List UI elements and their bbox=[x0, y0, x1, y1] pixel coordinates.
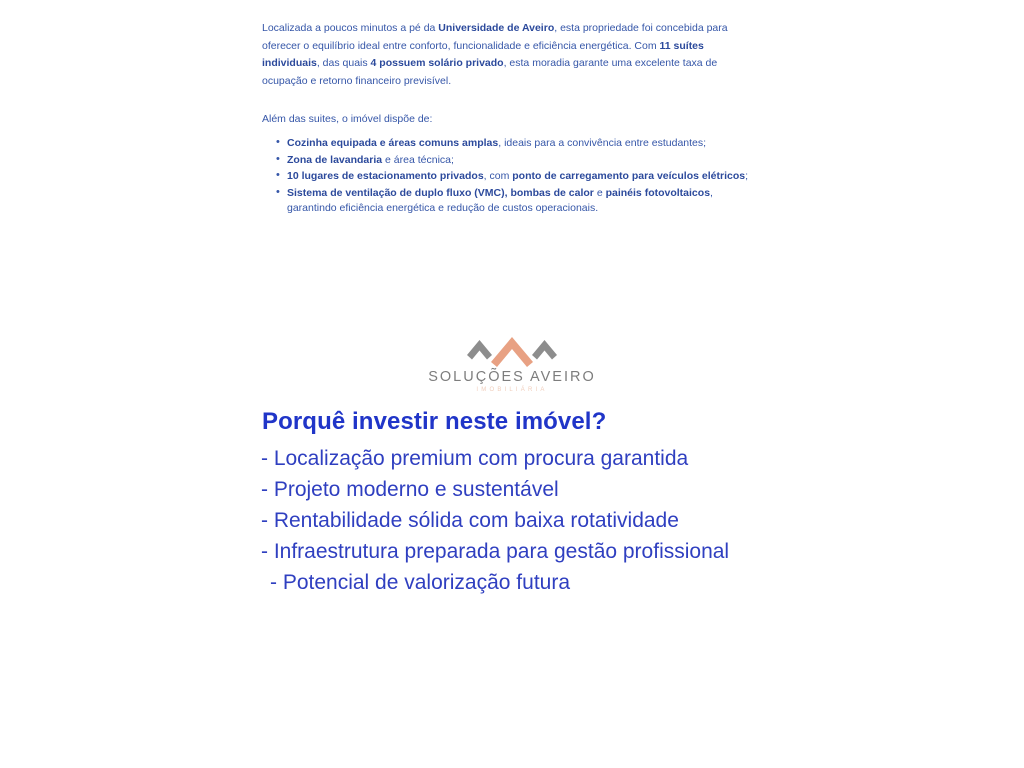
description-paragraph bbox=[262, 20, 750, 90]
feature-2-segment-3: ; bbox=[745, 170, 748, 182]
feature-3-segment-1: e bbox=[593, 186, 606, 199]
benefit-line: - Rentabilidade sólida com baixa rotatividade bbox=[261, 509, 679, 532]
benefit-line: - Projeto moderno e sustentável bbox=[261, 478, 559, 501]
description-segment-0: Localizada a poucos minutos a pé da bbox=[262, 22, 439, 34]
feature-list-item bbox=[287, 153, 750, 169]
logo-company-name: SOLUÇÕES AVEIRO bbox=[428, 369, 596, 385]
benefit-line: - Infraestrutura preparada para gestão profissional bbox=[261, 540, 730, 563]
description-segment-6: , esta moradia garante uma excelente taxa de ocupação e retorno financeiro previsível. bbox=[262, 57, 718, 87]
feature-0-segment-0: Cozinha equipada e áreas comuns amplas bbox=[287, 137, 499, 149]
logo-center-chevron-icon bbox=[491, 337, 533, 367]
logo-left-chevron-icon bbox=[467, 340, 492, 360]
feature-2-segment-2: ponto de carregamento para veículos elétricos bbox=[512, 170, 746, 182]
why-invest-heading: Porquê investir neste imóvel? bbox=[262, 408, 607, 435]
benefit-line: - Localização premium com procura garantida bbox=[261, 447, 689, 470]
feature-list-item bbox=[287, 186, 750, 217]
why-invest-benefit-list bbox=[261, 443, 821, 598]
feature-2-segment-0: 10 lugares de estacionamento privados bbox=[287, 170, 484, 182]
description-segment-5: 4 possuem solário privado bbox=[370, 57, 504, 69]
feature-3-segment-0: Sistema de ventilação de duplo fluxo (VMC), bombas de calor bbox=[287, 186, 594, 199]
description-segment-3: 11 suítes individuais bbox=[262, 39, 704, 69]
feature-1-segment-0: Zona de lavandaria bbox=[287, 153, 383, 166]
description-segment-1: Universidade de Aveiro bbox=[438, 22, 555, 34]
features-intro-line: Além das suites, o imóvel dispõe de: bbox=[262, 113, 433, 125]
description-segment-4: , das quais bbox=[316, 57, 371, 69]
feature-2-segment-1: , com bbox=[483, 170, 513, 182]
company-logo bbox=[0, 333, 1024, 393]
description-segment-2: , esta propriedade foi concebida para oferecer o equilíbrio ideal entre conforto, funcionalidade e eficiência energética. Com bbox=[262, 22, 728, 52]
benefit-line: - Potencial de valorização futura bbox=[270, 571, 570, 594]
feature-3-segment-2: painéis fotovoltaicos bbox=[605, 186, 711, 199]
logo-chevron-icon bbox=[465, 333, 559, 367]
logo-company-subtitle: IMOBILIÁRIA bbox=[476, 387, 548, 393]
property-description-block bbox=[262, 20, 750, 218]
property-feature-list bbox=[262, 136, 750, 217]
logo-right-chevron-icon bbox=[532, 340, 557, 360]
feature-list-item bbox=[287, 136, 750, 152]
feature-list-item bbox=[287, 169, 750, 185]
feature-3-segment-3: , garantindo eficiência energética e redução de custos operacionais. bbox=[287, 186, 713, 214]
feature-1-segment-1: e área técnica; bbox=[382, 153, 454, 166]
feature-0-segment-1: , ideais para a convivência entre estudantes; bbox=[498, 137, 707, 149]
